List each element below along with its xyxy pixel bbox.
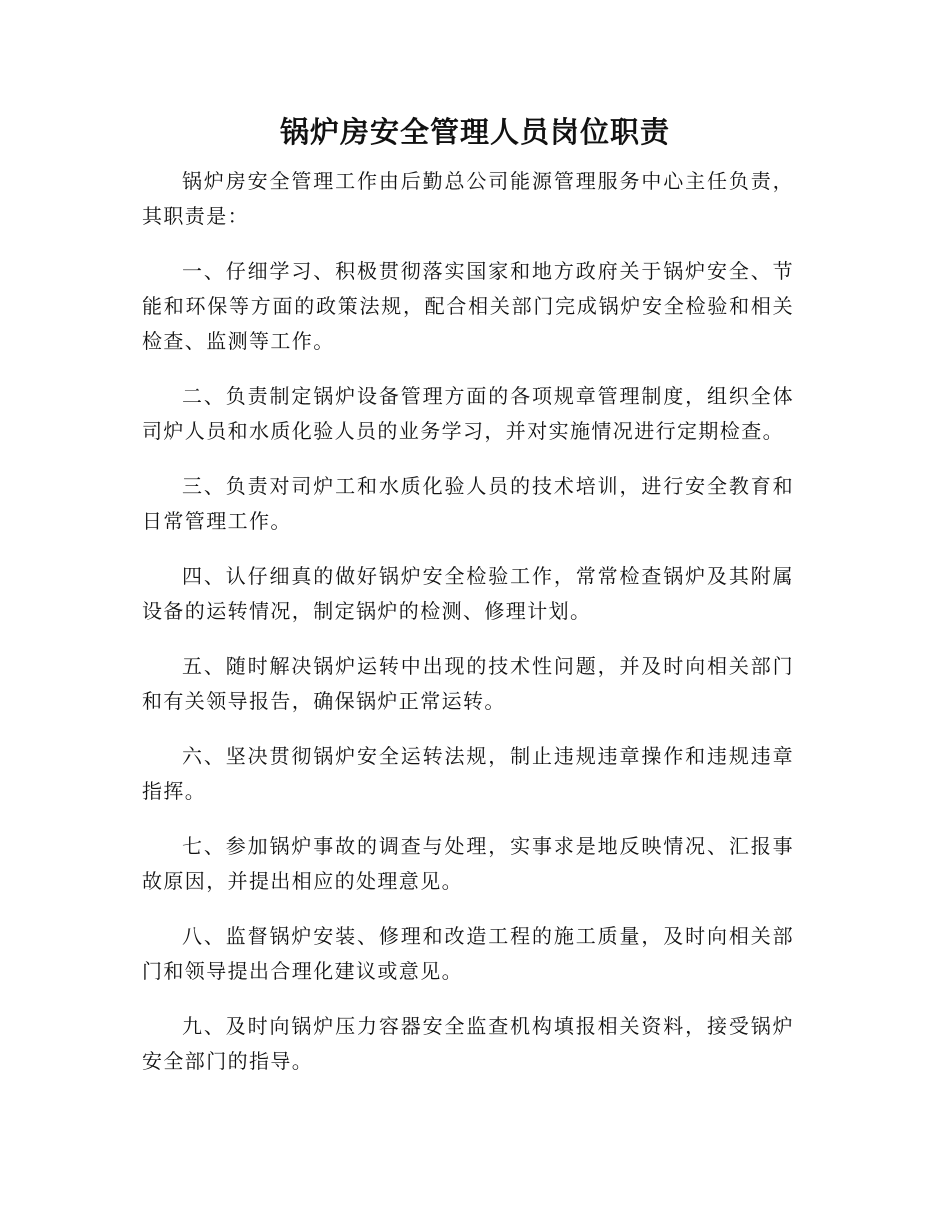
paragraph-duty-8: 八、监督锅炉安装、修理和改造工程的施工质量，及时向相关部门和领导提出合理化建议或意见。 — [142, 924, 794, 983]
paragraph-duty-1: 一、仔细学习、积极贯彻落实国家和地方政府关于锅炉安全、节能和环保等方面的政策法规，配合相关部门完成锅炉安全检验和相关检查、监测等工作。 — [142, 259, 794, 353]
paragraph-duty-6: 六、坚决贯彻锅炉安全运转法规，制止违规违章操作和违规违章指挥。 — [142, 744, 794, 803]
paragraph-duty-5: 五、随时解决锅炉运转中出现的技术性问题，并及时向相关部门和有关领导报告，确保锅炉正常运转。 — [142, 654, 794, 713]
document-body — [142, 164, 794, 1099]
paragraph-duty-2: 二、负责制定锅炉设备管理方面的各项规章管理制度，组织全体司炉人员和水质化验人员的业务学习，并对实施情况进行定期检查。 — [142, 384, 794, 443]
paragraph-duty-7: 七、参加锅炉事故的调查与处理，实事求是地反映情况、汇报事故原因，并提出相应的处理意见。 — [142, 834, 794, 893]
paragraph-duty-4: 四、认仔细真的做好锅炉安全检验工作，常常检查锅炉及其附属设备的运转情况，制定锅炉的检测、修理计划。 — [142, 564, 794, 623]
document-title: 锅炉房安全管理人员岗位职责 — [279, 115, 670, 149]
paragraph-duty-3: 三、负责对司炉工和水质化验人员的技术培训，进行安全教育和日常管理工作。 — [142, 474, 794, 533]
paragraph-intro: 锅炉房安全管理工作由后勤总公司能源管理服务中心主任负责，其职责是： — [142, 169, 794, 228]
paragraph-duty-9: 九、及时向锅炉压力容器安全监查机构填报相关资料，接受锅炉安全部门的指导。 — [142, 1014, 794, 1073]
